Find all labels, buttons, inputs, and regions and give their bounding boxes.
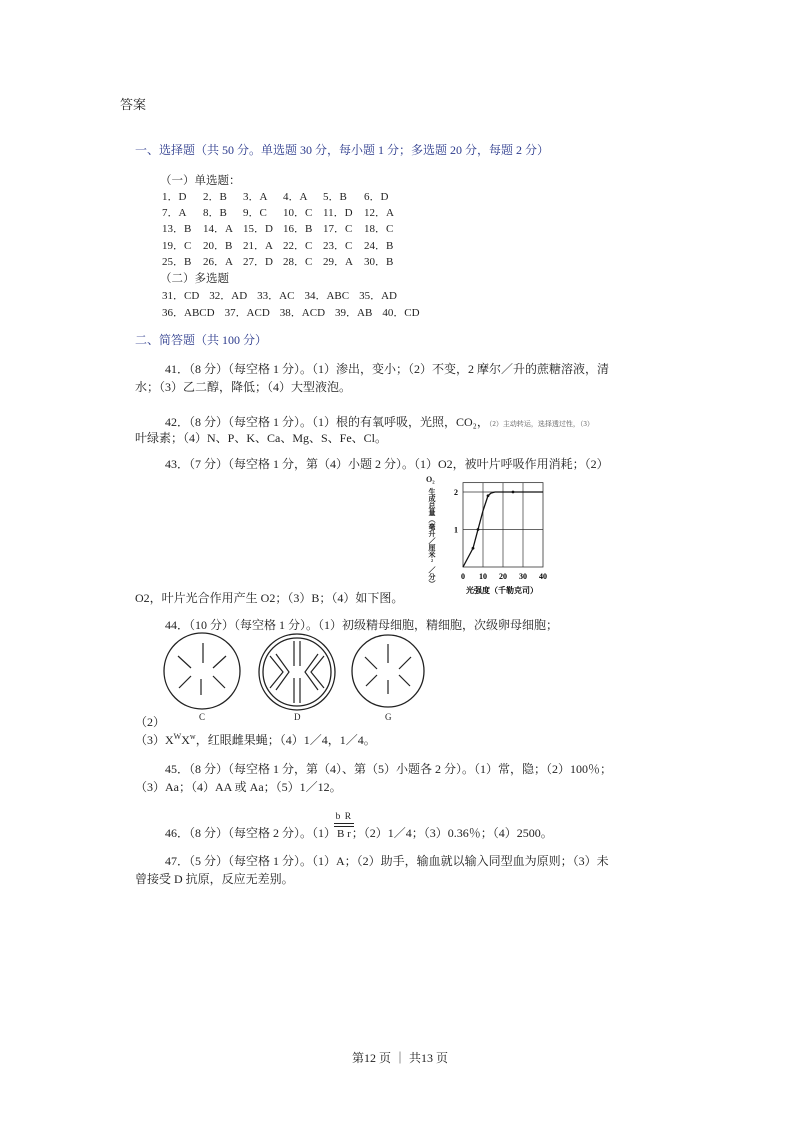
answer-item: 2．B	[203, 191, 227, 203]
cell-membrane-inner	[263, 638, 331, 706]
cell-membrane	[164, 633, 240, 709]
answer-item: 33．AC	[257, 290, 295, 302]
answer-item: 23．C	[323, 240, 353, 252]
cell-diagram-g	[352, 635, 424, 707]
q47-line-2: 曾接受 D 抗原，反应无差别。	[135, 872, 294, 886]
answer-item: 4．A	[283, 191, 308, 203]
answer-item: 29．A	[323, 256, 353, 268]
q42-line-2: 叶绿素；（4）N、P、K、Ca、Mg、S、Fe、Cl。	[135, 431, 388, 445]
genotype-diagram	[335, 812, 353, 842]
answer-item: 16．B	[283, 223, 313, 235]
figure-label-c: C	[199, 712, 206, 722]
answer-row	[0, 189, 800, 205]
cell-diagram-c	[164, 633, 240, 709]
answer-item: 21．A	[243, 240, 273, 252]
q47-line-1: 47．（5 分）（每空格 1 分）。（1）A；（2）助手，输血就以输入同型血为原则；（3）未	[165, 854, 609, 868]
answer-row	[0, 254, 800, 270]
q44-line-3-part-b: X	[181, 733, 190, 747]
answer-item: 14．A	[203, 223, 233, 235]
q45-line-2: （3）Aa；（4）AA 或 Aa；（5）1／12。	[135, 780, 342, 794]
answer-row	[0, 221, 800, 237]
answer-item: 9．C	[243, 207, 267, 219]
answer-item: 24．B	[364, 240, 394, 252]
data-point	[487, 494, 490, 497]
chromosome-mark	[213, 676, 225, 688]
q42-small-note: （2）主动转运，选择透过性，（3）	[488, 420, 594, 428]
chromosome-top-text: b R	[335, 812, 353, 822]
answer-item: 12．A	[364, 207, 394, 219]
cell-division-diagrams	[150, 626, 440, 716]
q44-line-3-part-a: （3）X	[135, 733, 174, 747]
answer-item: 15．D	[243, 223, 273, 235]
q43-line-2: O2，叶片光合作用产生 O2；（3）B；（4）如下图。	[135, 591, 404, 605]
allele-superscript: w	[189, 732, 196, 741]
y-tick-label: 2	[454, 488, 458, 497]
answer-item: 25．B	[162, 256, 192, 268]
data-point	[477, 528, 480, 531]
chromosome-mark	[213, 656, 226, 668]
answer-item: 18．C	[364, 223, 394, 235]
figure-label-d: D	[294, 712, 301, 722]
answer-item: 28．C	[283, 256, 313, 268]
answer-item: 10．C	[283, 207, 313, 219]
cell-membrane	[259, 634, 335, 710]
data-point	[512, 491, 515, 494]
chromosome-mark	[366, 675, 377, 686]
chromosome-mark	[179, 676, 191, 688]
q41-line-1: 41．（8 分）（每空格 1 分）。（1）渗出，变小；（2）不变，2 摩尔／升的蔗糖溶液，清	[165, 362, 610, 376]
answer-item: 34．ABC	[304, 290, 350, 302]
answer-item: 8．B	[203, 207, 227, 219]
q44-line-1: 44．（10 分）（每空格 1 分）。（1）初级精母细胞，精细胞，次级卵母细胞；	[165, 618, 559, 632]
x-tick-label: 10	[479, 572, 487, 581]
answer-item: 27．D	[243, 256, 273, 268]
answer-item: 3．A	[243, 191, 268, 203]
chromosome-mark	[399, 657, 411, 669]
q44-line-3-part-c: ，红眼雌果蝇；（4）1／4，1／4。	[195, 733, 376, 747]
answer-item: 22．C	[283, 240, 313, 252]
answer-row	[162, 305, 430, 321]
x-tick-label: 40	[539, 572, 547, 581]
answer-item: 31．CD	[162, 290, 200, 302]
q42-text: 42．（8 分）（每空格 1 分）。（1）根的有氧呼吸，光照，CO₂，	[165, 415, 489, 429]
answer-item: 32．AD	[209, 290, 248, 302]
answer-item: 40．CD	[382, 307, 420, 319]
section-heading-short-answer: 二、简答题（共 100 分）	[135, 333, 268, 347]
q46-prefix: 46．（8 分）（每空格 2 分）。（1）	[165, 826, 337, 840]
answer-item: 35．AD	[359, 290, 397, 302]
x-tick-label: 20	[499, 572, 507, 581]
answer-item: 20．B	[203, 240, 233, 252]
answer-item: 36．ABCD	[162, 307, 215, 319]
allele-superscript: W	[173, 732, 182, 741]
answer-item: 6．D	[364, 191, 389, 203]
q43-line-1: 43．（7 分）（每空格 1 分，第（4）小题 2 分）。（1）O2，被叶片呼吸作用消耗；（2）	[165, 457, 609, 471]
x-tick-label: 30	[519, 572, 527, 581]
answer-row	[162, 288, 407, 304]
answer-item: 5．B	[323, 191, 347, 203]
q45-line-1: 45．（8 分）（每空格 1 分，第（4）、第（5）小题各 2 分）。（1）常，隐；（2）100％；	[165, 762, 613, 776]
answer-item: 37．ACD	[224, 307, 270, 319]
answer-item: 30．B	[364, 256, 394, 268]
page-footer: 第12 页 ｜ 共13 页	[351, 1051, 448, 1065]
answer-row	[0, 238, 800, 254]
homologous-chromosome-lines	[334, 823, 354, 827]
cell-diagram-d	[259, 634, 335, 710]
x-axis-label: 光强度（千勒克司）	[466, 586, 538, 595]
answer-item: 17．C	[323, 223, 353, 235]
q41-line-2: 水；（3）乙二醇，降低；（4）大型液泡。	[135, 380, 352, 394]
y-tick-label: 1	[454, 525, 458, 535]
page-title: 答案	[120, 97, 147, 112]
chromosome-mark	[399, 675, 410, 686]
answer-item: 1．D	[162, 191, 187, 203]
q46-line	[165, 812, 553, 842]
single-choice-heading: （一）单选题：	[160, 175, 241, 187]
y-axis-label: 生成总量（毫升／厘米²／分）	[428, 488, 436, 587]
answer-item: 26．A	[203, 256, 233, 268]
chromosome-mark	[178, 656, 191, 668]
q44-line-2: （2）	[135, 715, 166, 729]
multi-choice-heading: （二）多选题	[160, 273, 229, 285]
section-heading-multiple-choice: 一、选择题（共 50 分。单选题 30 分，每小题 1 分；多选题 20 分，每题 2 分）	[135, 143, 550, 157]
answer-item: 19．C	[162, 240, 192, 252]
chromosome-mark	[365, 657, 377, 669]
answer-item: 7．A	[162, 207, 187, 219]
chromosome-top	[334, 812, 354, 826]
o2-light-graph	[420, 472, 555, 597]
answer-item: 39．AB	[335, 307, 373, 319]
chromosome-bottom-text: B r	[337, 828, 351, 840]
answer-item: 13．B	[162, 223, 192, 235]
figure-label-g: G	[385, 712, 392, 722]
x-tick-label: 0	[461, 572, 465, 581]
answer-item: 38．ACD	[279, 307, 326, 319]
q44-line-3	[135, 732, 376, 748]
y-axis-symbol: O₂	[426, 475, 435, 484]
graph-canvas	[420, 472, 555, 597]
q46-suffix: ；（2）1／4；（3）0.36％；（4）2500。	[351, 826, 553, 840]
answer-item: 11．D	[323, 207, 353, 219]
data-point	[472, 547, 475, 550]
answer-row	[0, 205, 800, 221]
